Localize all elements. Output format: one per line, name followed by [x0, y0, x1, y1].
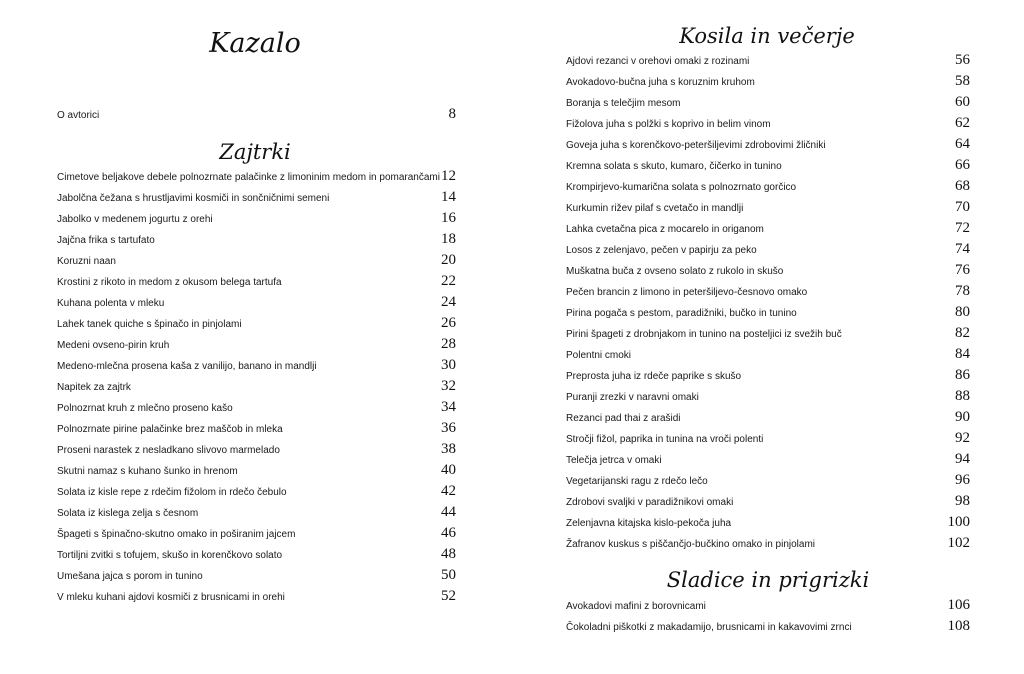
toc-entry[interactable]: [566, 157, 970, 178]
toc-entry[interactable]: [57, 525, 456, 546]
entry-title: Muškatna buča z ovseno solato z rukolo in skušo: [566, 266, 784, 277]
section-title-breakfast: Zajtrki: [219, 140, 291, 164]
toc-entry[interactable]: [566, 388, 970, 409]
toc-entry[interactable]: [566, 304, 970, 325]
entry-page: 58: [955, 73, 970, 89]
lunch-list: [566, 52, 970, 556]
entry-page: 96: [955, 472, 970, 488]
entry-page: 32: [441, 378, 456, 394]
entry-page: 68: [955, 178, 970, 194]
entry-title: Cimetove beljakove debele polnozrnate palačinke z limoninim medom in pomarančami: [57, 172, 440, 183]
entry-title: Medeno-mlečna prosena kaša z vanilijo, banano in mandlji: [57, 361, 317, 372]
index-title: Kazalo: [209, 28, 301, 59]
entry-title: Solata iz kislega zelja s česnom: [57, 508, 199, 519]
entry-page: 50: [441, 567, 456, 583]
entry-page: 14: [441, 189, 456, 205]
toc-entry[interactable]: [566, 535, 970, 556]
entry-page: 94: [955, 451, 970, 467]
toc-entry[interactable]: [57, 168, 456, 189]
entry-page: 8: [448, 106, 456, 122]
toc-entry[interactable]: [57, 567, 456, 588]
toc-entry[interactable]: [566, 262, 970, 283]
toc-entry[interactable]: [566, 52, 970, 73]
toc-entry[interactable]: [566, 94, 970, 115]
toc-entry[interactable]: [57, 588, 456, 609]
intro-list: [57, 106, 456, 127]
entry-title: Tortiljni zvitki s tofujem, skušo in korenčkovo solato: [57, 550, 283, 561]
entry-title: Puranji zrezki v naravni omaki: [566, 392, 699, 403]
entry-title: Lahek tanek quiche s špinačo in pinjolami: [57, 319, 242, 330]
entry-page: 64: [955, 136, 970, 152]
entry-page: 90: [955, 409, 970, 425]
entry-page: 86: [955, 367, 970, 383]
entry-page: 62: [955, 115, 970, 131]
entry-title: V mleku kuhani ajdovi kosmiči z brusnicami in orehi: [57, 592, 285, 603]
toc-entry[interactable]: [57, 420, 456, 441]
breakfast-list: [57, 168, 456, 609]
toc-entry[interactable]: [57, 106, 456, 127]
entry-title: Krompirjevo-kumarična solata s polnozrnato gorčico: [566, 182, 797, 193]
toc-entry[interactable]: [566, 514, 970, 535]
toc-entry[interactable]: [566, 430, 970, 451]
entry-title: Avokadovo-bučna juha s koruznim kruhom: [566, 77, 755, 88]
entry-page: 102: [947, 535, 970, 551]
entry-page: 108: [947, 618, 970, 634]
entry-title: Polentni cmoki: [566, 350, 632, 361]
entry-title: Napitek za zajtrk: [57, 382, 131, 393]
right-page: [512, 0, 1024, 674]
toc-entry[interactable]: [57, 441, 456, 462]
entry-title: Medeni ovseno-pirin kruh: [57, 340, 170, 351]
entry-title: Avokadovi mafini z borovnicami: [566, 601, 706, 612]
entry-page: 88: [955, 388, 970, 404]
toc-entry[interactable]: [566, 597, 970, 618]
entry-title: Polnozrnate pirine palačinke brez maščob in mleka: [57, 424, 283, 435]
entry-title: Koruzni naan: [57, 256, 116, 267]
entry-title: Zdrobovi svaljki v paradižnikovi omaki: [566, 497, 734, 508]
section-title-desserts: Sladice in prigrizki: [666, 568, 870, 592]
section-title-lunch: Kosila in večerje: [679, 24, 855, 48]
entry-page: 56: [955, 52, 970, 68]
toc-entry[interactable]: [57, 294, 456, 315]
toc-entry[interactable]: [57, 462, 456, 483]
entry-page: 36: [441, 420, 456, 436]
entry-page: 26: [441, 315, 456, 331]
entry-page: 44: [441, 504, 456, 520]
toc-entry[interactable]: [57, 231, 456, 252]
entry-page: 52: [441, 588, 456, 604]
entry-title: Preprosta juha iz rdeče paprike s skušo: [566, 371, 742, 382]
toc-entry[interactable]: [566, 199, 970, 220]
toc-entry[interactable]: [566, 325, 970, 346]
toc-entry[interactable]: [566, 73, 970, 94]
entry-page: 78: [955, 283, 970, 299]
toc-entry[interactable]: [566, 178, 970, 199]
toc-entry[interactable]: [57, 210, 456, 231]
toc-entry[interactable]: [57, 315, 456, 336]
entry-title: Jabolko v medenem jogurtu z orehi: [57, 214, 213, 225]
entry-page: 18: [441, 231, 456, 247]
entry-title: Vegetarijanski ragu z rdečo lečo: [566, 476, 708, 487]
toc-entry[interactable]: [566, 283, 970, 304]
toc-entry[interactable]: [57, 399, 456, 420]
entry-page: 80: [955, 304, 970, 320]
toc-entry[interactable]: [566, 346, 970, 367]
toc-entry[interactable]: [57, 336, 456, 357]
entry-page: 12: [441, 168, 456, 184]
entry-title: Špageti s špinačno-skutno omako in poširanim jajcem: [57, 529, 296, 540]
entry-page: 22: [441, 273, 456, 289]
toc-entry[interactable]: [57, 252, 456, 273]
entry-title: Umešana jajca s porom in tunino: [57, 571, 203, 582]
toc-entry[interactable]: [566, 472, 970, 493]
toc-entry[interactable]: [566, 241, 970, 262]
entry-title: Čokoladni piškotki z makadamijo, brusnicami in kakavovimi zrnci: [566, 622, 852, 633]
entry-title: Polnozrnat kruh z mlečno proseno kašo: [57, 403, 233, 414]
entry-page: 92: [955, 430, 970, 446]
entry-page: 30: [441, 357, 456, 373]
entry-title: Zelenjavna kitajska kislo-pekoča juha: [566, 518, 732, 529]
entry-page: 82: [955, 325, 970, 341]
entry-title: Jajčna frika s tartufato: [57, 235, 155, 246]
entry-page: 20: [441, 252, 456, 268]
entry-title: Losos z zelenjavo, pečen v papirju za peko: [566, 245, 757, 256]
entry-title: Pirini špageti z drobnjakom in tunino na posteljici iz svežih buč: [566, 329, 842, 340]
toc-entry[interactable]: [57, 189, 456, 210]
toc-entry[interactable]: [57, 546, 456, 567]
entry-title: Boranja s telečjim mesom: [566, 98, 681, 109]
entry-page: 72: [955, 220, 970, 236]
entry-title: Kurkumin rižev pilaf s cvetačo in mandlji: [566, 203, 744, 214]
entry-page: 106: [947, 597, 970, 613]
toc-entry[interactable]: [566, 136, 970, 157]
entry-title: Solata iz kisle repe z rdečim fižolom in rdečo čebulo: [57, 487, 287, 498]
entry-page: 74: [955, 241, 970, 257]
entry-title: Kuhana polenta v mleku: [57, 298, 165, 309]
entry-page: 60: [955, 94, 970, 110]
entry-page: 84: [955, 346, 970, 362]
entry-title: Lahka cvetačna pica z mocarelo in origanom: [566, 224, 764, 235]
entry-title: Proseni narastek z nesladkano slivovo marmelado: [57, 445, 280, 456]
toc-entry[interactable]: [566, 451, 970, 472]
entry-title: Telečja jetrca v omaki: [566, 455, 662, 466]
entry-title: Goveja juha s korenčkovo-peteršiljevimi zdrobovimi žličniki: [566, 140, 826, 151]
entry-title: Krostini z rikoto in medom z okusom belega tartufa: [57, 277, 282, 288]
entry-page: 24: [441, 294, 456, 310]
toc-entry[interactable]: [57, 357, 456, 378]
entry-page: 100: [947, 514, 970, 530]
entry-title: Ajdovi rezanci v orehovi omaki z rozinami: [566, 56, 750, 67]
toc-entry[interactable]: [57, 378, 456, 399]
entry-page: 38: [441, 441, 456, 457]
entry-page: 48: [441, 546, 456, 562]
toc-entry[interactable]: [566, 618, 970, 639]
entry-page: 46: [441, 525, 456, 541]
entry-page: 70: [955, 199, 970, 215]
entry-title: Fižolova juha s polžki s koprivo in belim vinom: [566, 119, 771, 130]
entry-title: Kremna solata s skuto, kumaro, čičerko in tunino: [566, 161, 782, 172]
toc-entry[interactable]: [566, 115, 970, 136]
entry-page: 42: [441, 483, 456, 499]
toc-entry[interactable]: [57, 483, 456, 504]
toc-entry[interactable]: [566, 220, 970, 241]
entry-page: 66: [955, 157, 970, 173]
entry-title: Skutni namaz s kuhano šunko in hrenom: [57, 466, 238, 477]
entry-page: 16: [441, 210, 456, 226]
toc-entry[interactable]: [57, 504, 456, 525]
entry-title: Žafranov kuskus s piščančjo-bučkino omako in pinjolami: [566, 539, 816, 550]
entry-page: 40: [441, 462, 456, 478]
entry-title: O avtorici: [57, 110, 100, 121]
entry-title: Pečen brancin z limono in peteršiljevo-česnovo omako: [566, 287, 808, 298]
entry-page: 98: [955, 493, 970, 509]
entry-title: Pirina pogača s pestom, paradižniki, bučko in tunino: [566, 308, 797, 319]
desserts-list: [566, 597, 970, 639]
entry-page: 34: [441, 399, 456, 415]
entry-title: Rezanci pad thai z arašidi: [566, 413, 681, 424]
entry-title: Stročji fižol, paprika in tunina na vroči polenti: [566, 434, 764, 445]
entry-page: 28: [441, 336, 456, 352]
toc-entry[interactable]: [566, 409, 970, 430]
toc-entry[interactable]: [57, 273, 456, 294]
entry-page: 76: [955, 262, 970, 278]
toc-entry[interactable]: [566, 367, 970, 388]
entry-title: Jabolčna čežana s hrustljavimi kosmiči in sončničnimi semeni: [57, 193, 330, 204]
toc-entry[interactable]: [566, 493, 970, 514]
